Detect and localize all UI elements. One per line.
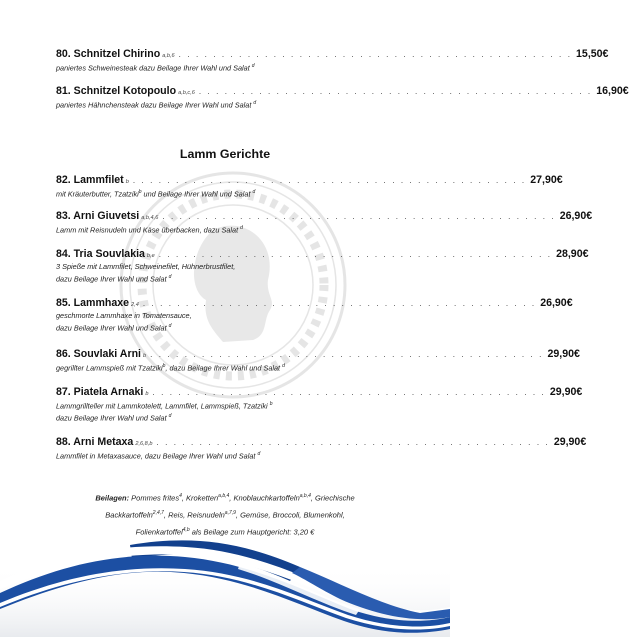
allergen-codes: a,b,c,6 bbox=[178, 90, 195, 96]
allergen-codes: b bbox=[125, 179, 129, 185]
leader-dots: . . . . . . . . . . . . . . . . . . . . . . . . . . . . . . . . . . . . . . . . . . . . . . bbox=[150, 350, 544, 359]
leader-dots: . . . . . . . . . . . . . . . . . . . . . . . . . . . . . . . . . . . . . . . . . . . . . . bbox=[178, 50, 573, 59]
dish-price: 29,90€ bbox=[547, 348, 580, 360]
side-dishes-note: Beilagen: Pommes frites$^4$, Kroketten$^{a,b,4}$, Knoblauchkartoffeln$^{a,b,4}$, Griechische Backkartoffeln$^{2,4,7}$, Reis, Reisnudeln$^{a,7,9}$, Gemüse, Broccoli, Blumenkohl, Folienkartoffel$^{4,b}$ als Beilage zum Hauptgericht: 3,20 € bbox=[95, 493, 355, 537]
leader-dots: . . . . . . . . . . . . . . . . . . . . . . . . . . . . . . . . . . . . . . . . . . . . . . bbox=[158, 250, 553, 259]
menu-item bbox=[56, 48, 609, 73]
dish-price: 29,90€ bbox=[553, 436, 587, 448]
dish-description: paniertes Hähnchensteak dazu Beilage Ihrer Wahl und Salat $^d$ bbox=[56, 100, 257, 110]
dish-price: 28,90€ bbox=[556, 248, 589, 260]
dish-name: 80. Schnitzel Chirino bbox=[56, 48, 161, 60]
leader-dots: . . . . . . . . . . . . . . . . . . . . . . . . . . . . . . . . . . . . . . . . . . . . . . bbox=[152, 388, 546, 397]
section-title: Lamm Gerichte bbox=[179, 147, 271, 161]
dish-name: 81. Schnitzel Kotopoulo bbox=[56, 85, 177, 97]
dish-price: 16,90€ bbox=[596, 85, 629, 97]
dish-price: 29,90€ bbox=[549, 386, 583, 398]
dish-name: 84. Tria Souvlakia bbox=[56, 248, 145, 260]
allergen-codes: b bbox=[145, 391, 149, 397]
dish-description: geschmorte Lammhaxe in Tomatensauce, dazu Beilage Ihrer Wahl und Salat $^d$ bbox=[56, 311, 192, 333]
dish-name: 87. Piatela Arnaki bbox=[56, 386, 144, 398]
leader-dots: . . . . . . . . . . . . . . . . . . . . . . . . . . . . . . . . . . . . . . . . . . . . . . bbox=[198, 87, 593, 96]
dish-description: Lammfilet in Metaxasauce, dazu Beilage Ihrer Wahl und Salat $^d$ bbox=[56, 451, 261, 461]
dish-name: 83. Arni Giuvetsi bbox=[56, 210, 140, 222]
allergen-codes: a,b,4,6 bbox=[141, 215, 159, 221]
side-dishes-label: Beilagen: bbox=[95, 493, 130, 503]
dish-description: Lamm mit Reisnudeln und Käse überbacken, dazu Salat $^d$ bbox=[56, 225, 243, 235]
menu-item bbox=[56, 210, 593, 235]
leader-dots: . . . . . . . . . . . . . . . . . . . . . . . . . . . . . . . . . . . . . . . . . . . . . . bbox=[156, 438, 550, 447]
dish-description: Lammgrillteller mit Lammkotelett, Lammfilet, Lammspieß, Tzatziki $^b$ dazu Beilage Ihrer Wahl und Salat $^d$ bbox=[56, 401, 273, 423]
dish-description: gegrillter Lammspieß mit Tzatziki$^b$, dazu Beilage Ihrer Wahl und Salat $^d$ bbox=[56, 363, 285, 373]
menu-item bbox=[56, 85, 629, 110]
dish-name: 85. Lammhaxe bbox=[56, 297, 130, 309]
leader-dots: . . . . . . . . . . . . . . . . . . . . . . . . . . . . . . . . . . . . . . . . . . . . . . bbox=[132, 176, 527, 185]
allergen-codes: b,e bbox=[146, 253, 155, 259]
menu-item bbox=[56, 248, 589, 284]
dish-description: 3 Spieße mit Lammfilet, Schweinefilet, Hühnerbrustfilet, dazu Beilage Ihrer Wahl und Salat $^d$ bbox=[56, 262, 236, 284]
dish-description: mit Kräuterbutter, Tzatziki$^b$ und Beilage Ihrer Wahl und Salat $^d$ bbox=[56, 189, 256, 199]
allergen-codes: 2,6,8,b bbox=[135, 441, 153, 447]
greek-flag-ribbon bbox=[0, 505, 450, 637]
allergen-codes: a,b,6 bbox=[162, 53, 175, 59]
dish-name: 88. Arni Metaxa bbox=[56, 436, 134, 448]
dish-price: 27,90€ bbox=[530, 174, 563, 186]
dish-price: 15,50€ bbox=[576, 48, 609, 60]
menu-item bbox=[56, 386, 583, 424]
menu-item bbox=[56, 297, 573, 333]
dish-price: 26,90€ bbox=[540, 297, 573, 309]
leader-dots: . . . . . . . . . . . . . . . . . . . . . . . . . . . . . . . . . . . . . . . . . . . . . . bbox=[162, 212, 556, 221]
dish-name: 86. Souvlaki Arni bbox=[56, 348, 141, 360]
dish-name: 82. Lammfilet bbox=[56, 174, 124, 186]
allergen-codes: b bbox=[142, 353, 147, 359]
dish-price: 26,90€ bbox=[559, 210, 593, 222]
menu-item bbox=[56, 174, 563, 199]
allergen-codes: 2,4 bbox=[131, 302, 139, 308]
dish-description: paniertes Schweinesteak dazu Beilage Ihrer Wahl und Salat $^d$ bbox=[56, 63, 255, 73]
menu-item bbox=[56, 348, 580, 373]
menu-item bbox=[56, 436, 587, 461]
leader-dots: . . . . . . . . . . . . . . . . . . . . . . . . . . . . . . . . . . . . . . . . . . . . . . bbox=[142, 299, 537, 308]
